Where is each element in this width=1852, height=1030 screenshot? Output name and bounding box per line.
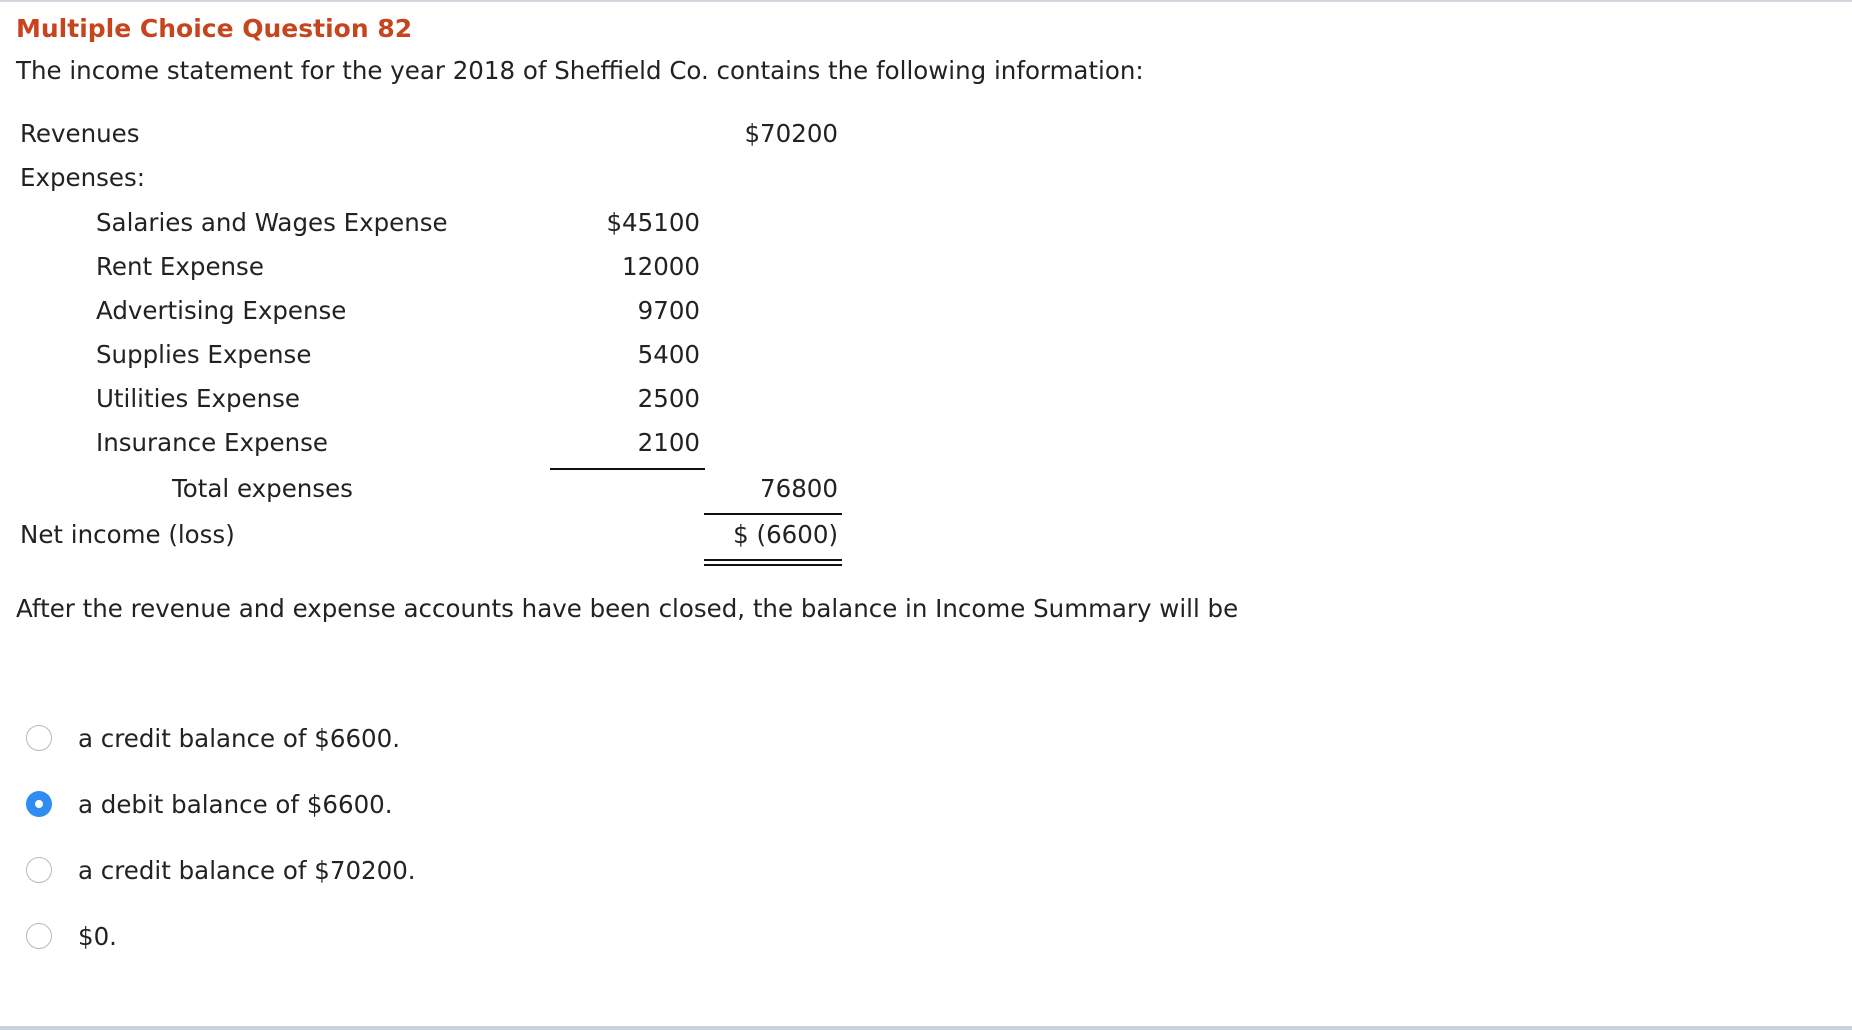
expense-row	[0, 247, 900, 287]
option-label[interactable]: a credit balance of $70200.	[78, 856, 416, 885]
question-intro: The income statement for the year 2018 of Sheffield Co. contains the following information:	[16, 56, 1144, 85]
expense-value: 12000	[622, 252, 700, 281]
option-label[interactable]: a debit balance of $6600.	[78, 790, 393, 819]
double-rule-bottom	[704, 564, 842, 566]
expense-label: Supplies Expense	[96, 340, 312, 369]
option-label[interactable]: $0.	[78, 922, 117, 951]
option-zero[interactable]	[26, 920, 626, 956]
revenues-value: $70200	[744, 119, 838, 148]
expense-value: 2100	[637, 428, 700, 457]
radio-button[interactable]	[26, 725, 52, 751]
expense-row	[0, 379, 900, 419]
total-expenses-row	[0, 469, 900, 509]
radio-button-selected[interactable]	[26, 791, 52, 817]
bottom-divider	[0, 1026, 1852, 1030]
expense-label: Utilities Expense	[96, 384, 300, 413]
expense-label: Salaries and Wages Expense	[96, 208, 448, 237]
net-income-label: Net income (loss)	[20, 520, 235, 549]
expense-row	[0, 291, 900, 331]
top-divider	[0, 0, 1852, 2]
option-label[interactable]: a credit balance of $6600.	[78, 724, 401, 753]
expense-label: Insurance Expense	[96, 428, 328, 457]
expenses-header-row	[0, 158, 900, 198]
expense-label: Advertising Expense	[96, 296, 347, 325]
expenses-label: Expenses:	[20, 163, 145, 192]
radio-button[interactable]	[26, 857, 52, 883]
option-debit-6600[interactable]	[26, 788, 626, 824]
expense-value: $45100	[606, 208, 700, 237]
radio-button[interactable]	[26, 923, 52, 949]
double-rule-top	[704, 559, 842, 561]
expense-value: 9700	[637, 296, 700, 325]
total-expenses-value: 76800	[760, 474, 838, 503]
net-income-value: $ (6600)	[733, 520, 838, 549]
question-prompt: After the revenue and expense accounts have been closed, the balance in Income Summary will be	[16, 594, 1239, 623]
net-income-row	[0, 515, 900, 555]
expense-value: 2500	[637, 384, 700, 413]
revenues-row	[0, 114, 900, 154]
question-title: Multiple Choice Question 82	[16, 14, 413, 43]
expense-row	[0, 423, 900, 463]
total-expenses-label: Total expenses	[172, 474, 353, 503]
expense-value: 5400	[637, 340, 700, 369]
expense-row	[0, 203, 900, 243]
option-credit-70200[interactable]	[26, 854, 626, 890]
expense-row	[0, 335, 900, 375]
expense-label: Rent Expense	[96, 252, 264, 281]
option-credit-6600[interactable]	[26, 722, 626, 758]
revenues-label: Revenues	[20, 119, 140, 148]
